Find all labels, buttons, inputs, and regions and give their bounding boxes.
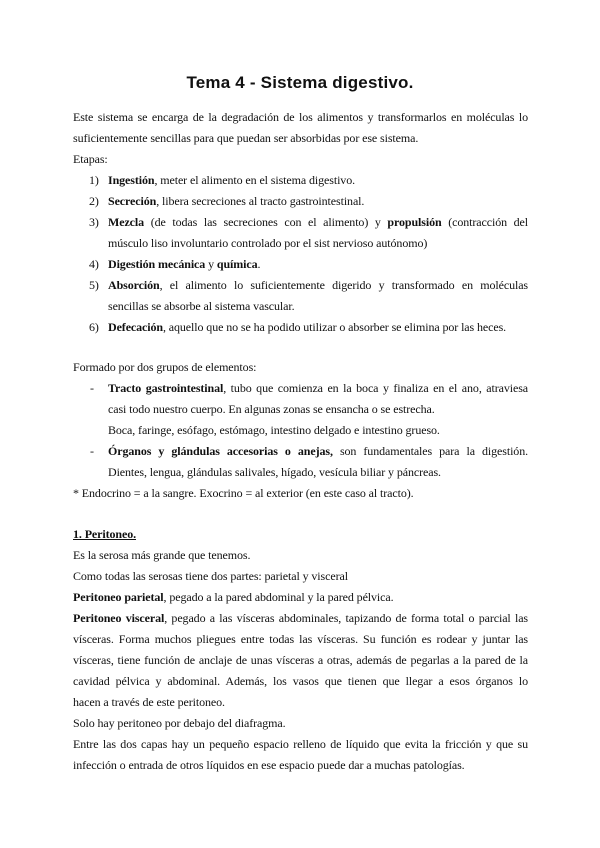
- stage-text: (de todas las secreciones con el alimento) y: [144, 215, 388, 229]
- group-item-organos: [108, 441, 528, 483]
- endocrine-note: * Endocrino = a la sangre. Exocrino = al exterior (en este caso al tracto).: [73, 486, 414, 500]
- peritoneo-p4-line-1: Entre las dos capas hay un pequeño espacio relleno de líquido que evita la fricción y que su: [73, 737, 528, 751]
- stage-item-defecacion: [108, 317, 528, 338]
- visceral-line-1: , pegado a las vísceras abdominales, tapizando de forma total o parcial las: [164, 611, 528, 625]
- stage-text: , meter el alimento en el sistema digestivo.: [154, 173, 355, 187]
- stage-text: y: [205, 257, 217, 271]
- visceral-line-5: hacen a través de este peritoneo.: [73, 695, 225, 709]
- stage-term: Mezcla: [108, 215, 145, 229]
- intro-line-2: suficientemente sencillas para que puedan ser absorbidas por ese sistema.: [73, 131, 419, 145]
- visceral-line-3: vísceras, tiene función de anclaje de unas vísceras a otras, además de pegarlas a la pared de la: [73, 653, 528, 667]
- bullet-dash: -: [90, 444, 94, 458]
- group-line-3: Boca, faringe, esófago, estómago, intestino delgado e intestino grueso.: [108, 423, 440, 437]
- parietal-term: Peritoneo parietal: [73, 590, 164, 604]
- stage-term: Digestión mecánica: [108, 257, 206, 271]
- stage-number: 1): [89, 173, 99, 187]
- stage-term-2: propulsión: [387, 215, 442, 229]
- stage-term: Ingestión: [108, 173, 155, 187]
- parietal-text: , pegado a la pared abdominal y la pared pélvica.: [163, 590, 394, 604]
- stage-item-absorcion: [108, 275, 528, 317]
- intro-line-1: Este sistema se encarga de la degradación de los alimentos y transformarlos en moléculas lo: [73, 110, 528, 124]
- stage-term: Absorción: [108, 278, 160, 292]
- stage-item-ingestion: [108, 170, 528, 191]
- peritoneo-p2: Como todas las serosas tiene dos partes: parietal y visceral: [73, 569, 348, 583]
- stage-item-secrecion: [108, 191, 528, 212]
- stage-term-2: química: [216, 257, 258, 271]
- stage-number: 6): [89, 320, 99, 334]
- stage-term: Defecación: [108, 320, 163, 334]
- visceral-line-2: vísceras. Forma muchos pliegues entre todas las vísceras. Su función es rodear y juntar las: [73, 632, 528, 646]
- stage-item-digestion: [108, 254, 528, 275]
- page-title: Tema 4 - Sistema digestivo.: [186, 73, 414, 92]
- stage-number: 5): [89, 278, 99, 292]
- stage-text: , aquello que no se ha podido utilizar o absorber se elimina por las heces.: [162, 320, 507, 334]
- group-text: son fundamentales para la digestión.: [332, 444, 529, 458]
- stage-number: 2): [89, 194, 99, 208]
- peritoneo-p4-line-2: infección o entrada de otros líquidos en ese espacio puede dar a muchas patologías.: [73, 758, 465, 772]
- etapas-label: Etapas:: [73, 152, 108, 166]
- peritoneo-p3: Solo hay peritoneo por debajo del diafragma.: [73, 716, 286, 730]
- stage-continuation: sencillas se absorbe al sistema vascular.: [108, 299, 295, 313]
- intro-paragraph: [73, 107, 528, 170]
- stage-text-2: .: [257, 257, 261, 271]
- stage-text: , el alimento lo suficientemente digerido y transformado en moléculas: [159, 278, 528, 292]
- stage-continuation: músculo liso involuntario controlado por el sist nervioso autónomo): [108, 236, 428, 250]
- group-item-tracto: [108, 378, 528, 441]
- stage-text-2: (contracción del: [441, 215, 528, 229]
- peritoneo-p1: Es la serosa más grande que tenemos.: [73, 548, 251, 562]
- group-term: Órganos y glándulas accesorias o anejas,: [108, 444, 333, 458]
- stage-number: 3): [89, 215, 99, 229]
- groups-heading: Formado por dos grupos de elementos:: [73, 360, 257, 374]
- section-heading: 1. Peritoneo.: [73, 527, 137, 541]
- group-line-2: casi todo nuestro cuerpo. En algunas zonas se ensancha o se estrecha.: [108, 402, 435, 416]
- stage-text: , libera secreciones al tracto gastrointestinal.: [156, 194, 365, 208]
- visceral-line-4: cavidad pélvica y abdominal. Además, los vasos que tienen que llegar a esos órganos lo: [73, 674, 528, 688]
- visceral-term: Peritoneo visceral: [73, 611, 165, 625]
- section-peritoneo: [73, 524, 528, 776]
- group-line-2: Dientes, lengua, glándulas salivales, hígado, vesícula biliar y páncreas.: [108, 465, 441, 479]
- bullet-dash: -: [90, 381, 94, 395]
- stage-term: Secreción: [108, 194, 157, 208]
- group-text: , tubo que comienza en la boca y finaliza en el ano, atraviesa: [223, 381, 529, 395]
- stage-number: 4): [89, 257, 99, 271]
- stage-item-mezcla: [108, 212, 528, 254]
- group-term: Tracto gastrointestinal: [108, 381, 224, 395]
